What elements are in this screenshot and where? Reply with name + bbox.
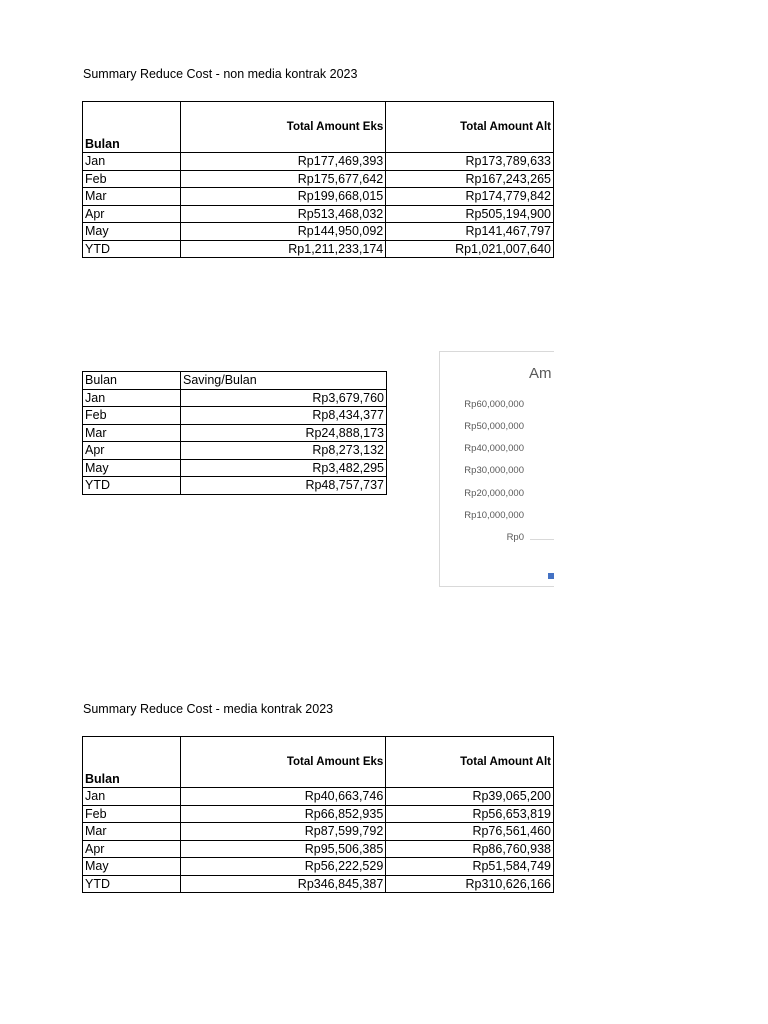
cell-alt: Rp141,467,797: [386, 223, 554, 241]
table-row: [83, 858, 554, 876]
cell-eks: Rp1,211,233,174: [180, 240, 386, 258]
table-row-ytd: [83, 875, 554, 893]
cell-alt: Rp76,561,460: [386, 823, 554, 841]
cell-eks: Rp56,222,529: [180, 858, 386, 876]
cell-saving: Rp24,888,173: [181, 424, 387, 442]
cell-saving: Rp8,273,132: [181, 442, 387, 460]
cell-saving: Rp8,434,377: [181, 407, 387, 425]
cell-alt: Rp1,021,007,640: [386, 240, 554, 258]
cell-bulan: Mar: [83, 823, 181, 841]
cell-alt: Rp39,065,200: [386, 788, 554, 806]
table-row-ytd: [83, 477, 387, 495]
y-tick-label: Rp10,000,000: [464, 510, 524, 521]
table-row: [83, 840, 554, 858]
section1-title: Summary Reduce Cost - non media kontrak 2023: [83, 67, 358, 81]
cell-bulan: YTD: [83, 477, 181, 495]
header-bulan: Bulan: [83, 372, 181, 390]
table-row: [83, 459, 387, 477]
cell-eks: Rp175,677,642: [180, 170, 386, 188]
table-row: [83, 805, 554, 823]
cell-bulan: Jan: [83, 788, 181, 806]
saving-table: [82, 371, 387, 495]
cell-eks: Rp66,852,935: [180, 805, 386, 823]
header-bulan: Bulan: [83, 102, 181, 153]
table-row: [83, 442, 387, 460]
table-row: [83, 424, 387, 442]
cell-alt: Rp174,779,842: [386, 188, 554, 206]
table-header-row: [83, 372, 387, 390]
cell-bulan: May: [83, 858, 181, 876]
cell-bulan: Apr: [83, 840, 181, 858]
cell-saving: Rp48,757,737: [181, 477, 387, 495]
cell-alt: Rp173,789,633: [386, 153, 554, 171]
cell-bulan: Apr: [83, 442, 181, 460]
header-total-amount-alt: Total Amount Alt: [386, 737, 554, 788]
y-tick-label: Rp0: [506, 532, 524, 543]
cell-saving: Rp3,679,760: [181, 389, 387, 407]
table-row: [83, 188, 554, 206]
header-saving-bulan: Saving/Bulan: [181, 372, 387, 390]
cell-eks: Rp40,663,746: [180, 788, 386, 806]
media-table: [82, 736, 554, 893]
cell-eks: Rp144,950,092: [180, 223, 386, 241]
table-row: [83, 223, 554, 241]
table-row: [83, 389, 387, 407]
cell-bulan: YTD: [83, 875, 181, 893]
table-header-row: [83, 102, 554, 153]
table-header-row: [83, 737, 554, 788]
cell-bulan: May: [83, 459, 181, 477]
table-row: [83, 788, 554, 806]
y-tick-label: Rp20,000,000: [464, 488, 524, 499]
cell-eks: Rp346,845,387: [180, 875, 386, 893]
section3-title: Summary Reduce Cost - media kontrak 2023: [83, 702, 334, 716]
legend-swatch-icon: [548, 573, 554, 579]
cell-bulan: May: [83, 223, 181, 241]
cell-bulan: Feb: [83, 170, 181, 188]
y-tick-label: Rp60,000,000: [464, 399, 524, 410]
non-media-table: [82, 101, 554, 258]
cell-alt: Rp167,243,265: [386, 170, 554, 188]
cell-bulan: Feb: [83, 805, 181, 823]
cell-bulan: Jan: [83, 153, 181, 171]
amount-chart[interactable]: [439, 351, 554, 587]
y-tick-label: Rp40,000,000: [464, 443, 524, 454]
y-tick-label: Rp30,000,000: [464, 465, 524, 476]
table-row: [83, 170, 554, 188]
table-row: [83, 153, 554, 171]
cell-alt: Rp51,584,749: [386, 858, 554, 876]
cell-bulan: Mar: [83, 188, 181, 206]
header-total-amount-eks: Total Amount Eks: [180, 102, 386, 153]
cell-bulan: Apr: [83, 205, 181, 223]
cell-bulan: YTD: [83, 240, 181, 258]
cell-eks: Rp95,506,385: [180, 840, 386, 858]
cell-eks: Rp87,599,792: [180, 823, 386, 841]
cell-alt: Rp56,653,819: [386, 805, 554, 823]
table-row: [83, 407, 387, 425]
cell-eks: Rp513,468,032: [180, 205, 386, 223]
header-total-amount-alt: Total Amount Alt: [386, 102, 554, 153]
chart-title: Am: [529, 365, 552, 382]
table-row: [83, 823, 554, 841]
table-row-ytd: [83, 240, 554, 258]
y-tick-label: Rp50,000,000: [464, 421, 524, 432]
header-bulan: Bulan: [83, 737, 181, 788]
cell-bulan: Feb: [83, 407, 181, 425]
chart-visible-area: [440, 352, 554, 586]
cell-alt: Rp505,194,900: [386, 205, 554, 223]
x-axis-line: [530, 539, 554, 540]
cell-bulan: Jan: [83, 389, 181, 407]
header-total-amount-eks: Total Amount Eks: [180, 737, 386, 788]
cell-eks: Rp199,668,015: [180, 188, 386, 206]
cell-alt: Rp310,626,166: [386, 875, 554, 893]
cell-alt: Rp86,760,938: [386, 840, 554, 858]
cell-eks: Rp177,469,393: [180, 153, 386, 171]
cell-bulan: Mar: [83, 424, 181, 442]
cell-saving: Rp3,482,295: [181, 459, 387, 477]
table-row: [83, 205, 554, 223]
